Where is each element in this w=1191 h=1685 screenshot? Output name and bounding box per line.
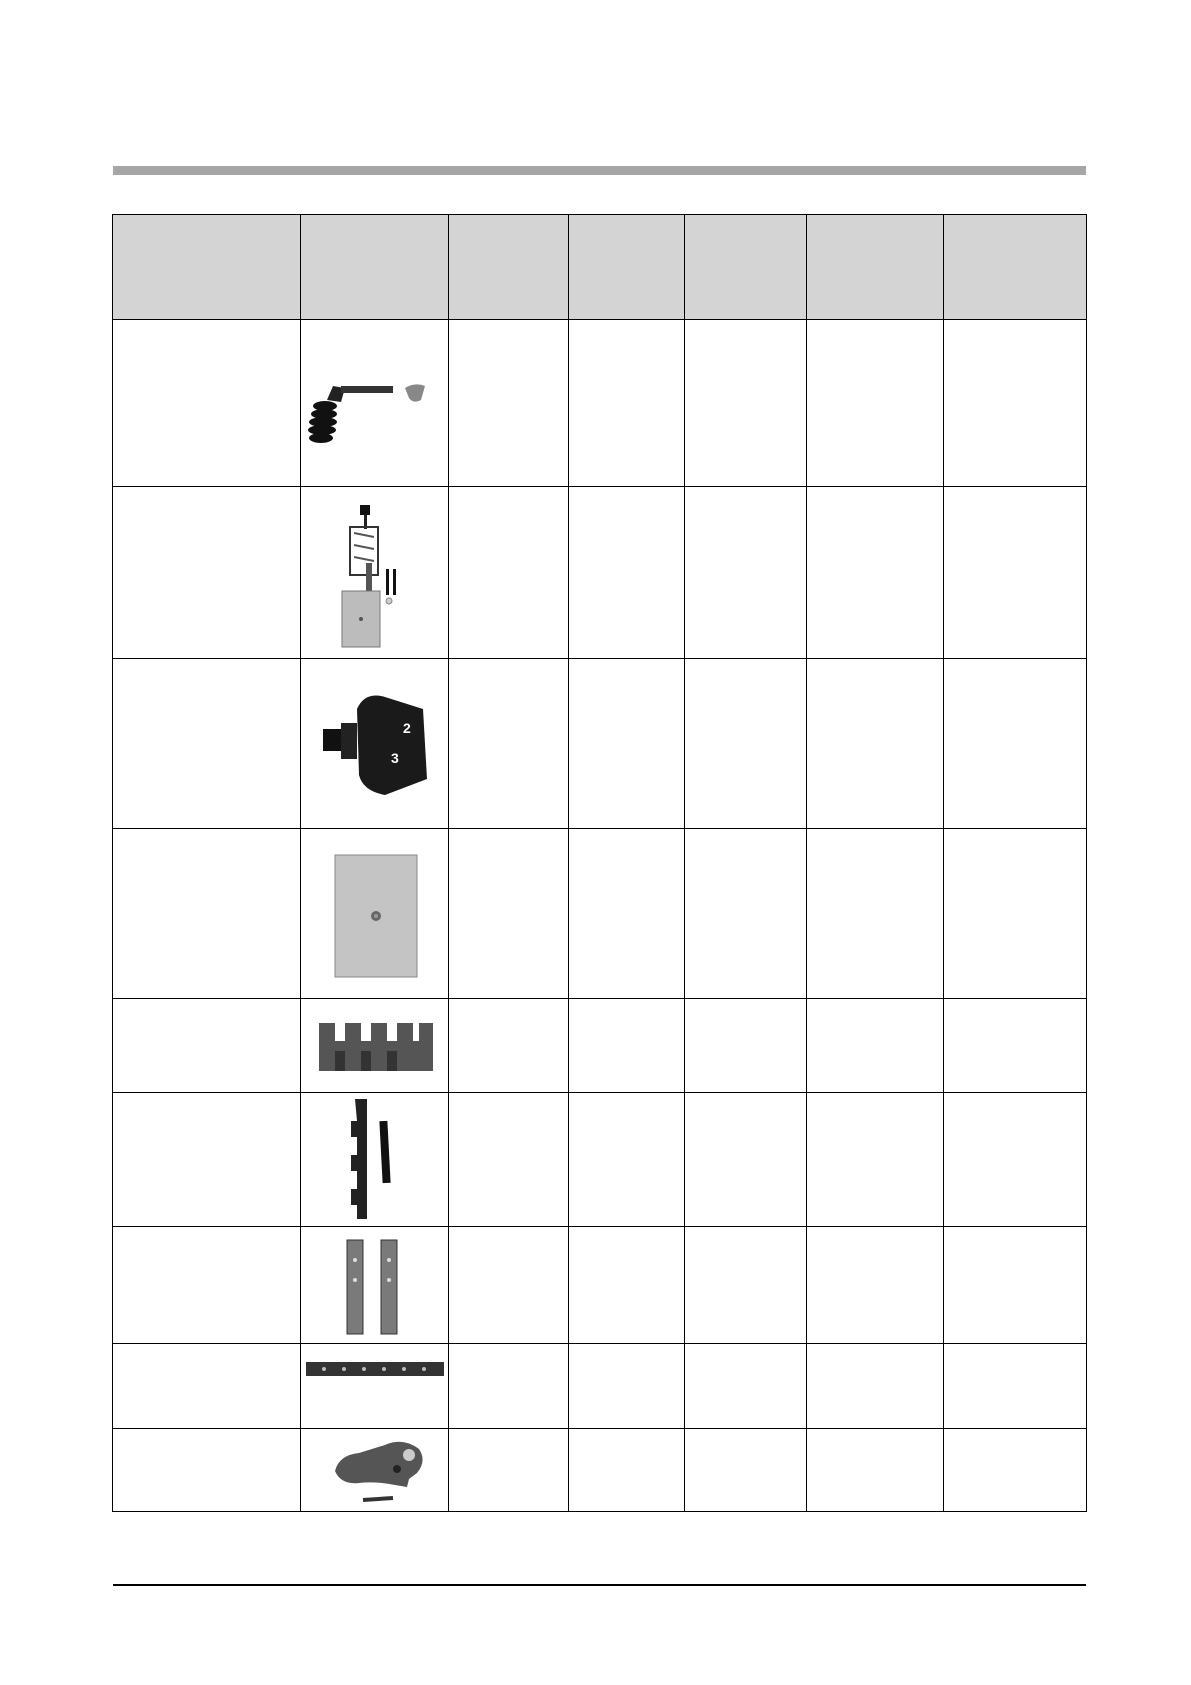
part-image-cell xyxy=(301,829,449,999)
table-row xyxy=(113,659,1087,829)
table-cell xyxy=(685,1344,807,1429)
table-cell xyxy=(807,1227,944,1344)
svg-text:3: 3 xyxy=(390,749,399,766)
table-cell xyxy=(944,659,1087,829)
table-cell xyxy=(569,1093,685,1227)
table-cell xyxy=(449,320,569,487)
column-header xyxy=(944,215,1087,320)
table-cell xyxy=(807,1429,944,1512)
table-cell xyxy=(807,320,944,487)
table-cell xyxy=(449,1344,569,1429)
cover-plate-icon xyxy=(325,839,425,989)
table-cell xyxy=(685,1227,807,1344)
part-name-cell xyxy=(113,659,301,829)
part-name-cell xyxy=(113,999,301,1093)
table-row xyxy=(113,320,1087,487)
part-image-cell xyxy=(301,320,449,487)
table-cell xyxy=(685,999,807,1093)
table-row xyxy=(113,829,1087,999)
table-cell xyxy=(449,829,569,999)
column-header xyxy=(685,215,807,320)
table-cell xyxy=(685,1429,807,1512)
table-row xyxy=(113,1344,1087,1429)
column-header xyxy=(301,215,449,320)
part-name-cell xyxy=(113,320,301,487)
thermostat-assembly-icon xyxy=(320,493,430,653)
table-cell xyxy=(807,659,944,829)
table-cell xyxy=(944,1093,1087,1227)
table-cell xyxy=(807,487,944,659)
flat-bar-icon xyxy=(302,1356,448,1416)
part-name-cell xyxy=(113,1429,301,1512)
column-header xyxy=(113,215,301,320)
guide-rails-icon xyxy=(325,1230,425,1340)
part-name-cell xyxy=(113,1093,301,1227)
table-cell xyxy=(685,487,807,659)
table-cell xyxy=(944,829,1087,999)
part-image-cell xyxy=(301,1227,449,1344)
table-cell xyxy=(569,1344,685,1429)
part-name-cell xyxy=(113,487,301,659)
table-cell xyxy=(569,487,685,659)
table-cell xyxy=(685,659,807,829)
table-cell xyxy=(944,320,1087,487)
table-cell xyxy=(685,1093,807,1227)
table-row xyxy=(113,487,1087,659)
part-image-cell xyxy=(301,1093,449,1227)
table-cell xyxy=(569,829,685,999)
column-header xyxy=(807,215,944,320)
part-image-cell xyxy=(301,1429,449,1512)
table-cell xyxy=(944,487,1087,659)
table-cell xyxy=(944,1344,1087,1429)
table-cell xyxy=(807,829,944,999)
table-cell xyxy=(569,1429,685,1512)
part-name-cell xyxy=(113,1344,301,1429)
column-header xyxy=(569,215,685,320)
part-image-cell xyxy=(301,487,449,659)
table-cell xyxy=(449,999,569,1093)
table-cell xyxy=(807,1344,944,1429)
table-cell xyxy=(807,999,944,1093)
table-cell xyxy=(685,829,807,999)
table-cell xyxy=(449,1429,569,1512)
part-image-cell xyxy=(301,1344,449,1429)
part-image-cell xyxy=(301,999,449,1093)
numbered-knob-icon xyxy=(315,679,435,809)
svg-text:2: 2 xyxy=(402,719,411,736)
toothed-bracket-icon xyxy=(325,1095,425,1225)
part-image-cell xyxy=(301,659,449,829)
table-cell xyxy=(685,320,807,487)
table-cell xyxy=(449,1227,569,1344)
header-rule xyxy=(113,166,1086,175)
table-cell xyxy=(449,1093,569,1227)
table-row xyxy=(113,1429,1087,1512)
table-cell xyxy=(944,999,1087,1093)
column-header xyxy=(449,215,569,320)
footer-rule xyxy=(113,1584,1086,1586)
table-cell xyxy=(449,659,569,829)
table-row xyxy=(113,1227,1087,1344)
table-cell xyxy=(944,1429,1087,1512)
table-cell xyxy=(449,487,569,659)
table-cell xyxy=(569,999,685,1093)
table-row xyxy=(113,1093,1087,1227)
table-cell xyxy=(944,1227,1087,1344)
notched-block-icon xyxy=(315,1011,435,1081)
cam-lever-icon xyxy=(315,1431,435,1509)
table-cell xyxy=(569,320,685,487)
parts-table xyxy=(112,214,1087,1512)
table-row xyxy=(113,999,1087,1093)
table-cell xyxy=(569,659,685,829)
table-header-row xyxy=(113,215,1087,320)
table-cell xyxy=(807,1093,944,1227)
table-cell xyxy=(569,1227,685,1344)
part-name-cell xyxy=(113,1227,301,1344)
part-name-cell xyxy=(113,829,301,999)
spring-pin-lever-icon xyxy=(305,358,445,448)
